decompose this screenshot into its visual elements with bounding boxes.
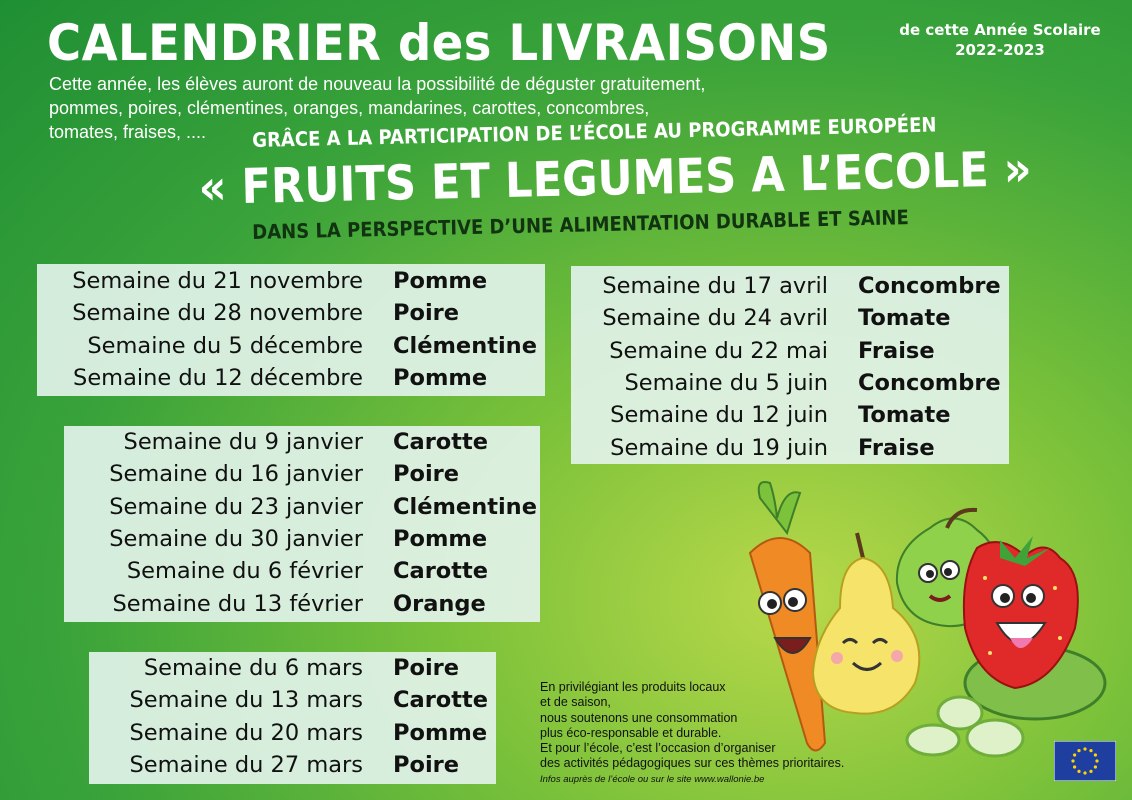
eu-star-icon <box>1094 753 1097 756</box>
week-label: Semaine du 6 mars <box>143 655 363 682</box>
fruit-label: Fraise <box>858 337 935 364</box>
week-label: Semaine du 20 mars <box>129 719 363 746</box>
eu-star-icon <box>1094 765 1097 768</box>
fruit-label: Concombre <box>858 273 1001 300</box>
note-source: Infos auprès de l’école ou sur le site www.wallonie.be <box>540 773 765 785</box>
schedule-row <box>571 399 1009 431</box>
intro-line: pommes, poires, clémentines, oranges, mandarines, carottes, concombres, <box>49 98 650 118</box>
eu-star-icon <box>1071 759 1074 762</box>
note-line: des activités pédagogiques sur ces thèmes prioritaires. <box>540 756 845 771</box>
note-line: Et pour l’école, c’est l’occasion d’organiser <box>540 741 776 756</box>
week-label: Semaine du 19 juin <box>610 434 828 461</box>
week-label: Semaine du 22 mai <box>609 337 828 364</box>
fruit-label: Poire <box>393 300 460 327</box>
note-line: et de saison, <box>540 695 611 710</box>
fruit-label: Clémentine <box>393 493 537 520</box>
programme-grace: GRÂCE A LA PARTICIPATION DE L’ÉCOLE AU PROGRAMME EUROPÉEN <box>252 112 937 152</box>
week-label: Semaine du 27 mars <box>129 752 363 779</box>
fruit-label: Tomate <box>858 402 951 429</box>
eu-star-icon <box>1089 770 1092 773</box>
programme-perspective: DANS LA PERSPECTIVE D’UNE ALIMENTATION DURABLE ET SAINE <box>252 205 910 244</box>
fruit-label: Poire <box>393 461 460 488</box>
schedule-row <box>89 749 496 781</box>
schedule-row <box>64 458 540 490</box>
fruit-label: Clémentine <box>393 332 537 359</box>
week-label: Semaine du 17 avril <box>602 273 828 300</box>
schedule-row <box>571 367 1009 399</box>
fruit-label: Tomate <box>858 305 951 332</box>
week-label: Semaine du 24 avril <box>602 305 828 332</box>
schedule-row <box>64 555 540 587</box>
schedule-row <box>89 684 496 716</box>
eu-star-icon <box>1077 770 1080 773</box>
week-label: Semaine du 12 juin <box>610 402 828 429</box>
schedule-row <box>571 431 1009 463</box>
schedule-row <box>64 426 540 458</box>
schedule-row <box>571 270 1009 302</box>
schedule-block-march <box>89 652 496 784</box>
schedule-block-january-february <box>64 426 540 622</box>
schedule-row <box>571 302 1009 334</box>
eu-flag-icon <box>1054 741 1116 781</box>
eu-star-icon <box>1083 747 1086 750</box>
fruit-label: Fraise <box>858 434 935 461</box>
page-title: CALENDRIER des LIVRAISONS <box>47 14 831 72</box>
week-label: Semaine du 30 janvier <box>109 526 363 553</box>
week-label: Semaine du 9 janvier <box>123 429 363 456</box>
fruit-label: Pomme <box>393 268 488 295</box>
fruit-label: Carotte <box>393 429 489 456</box>
fruit-label: Pomme <box>393 719 488 746</box>
intro-line: Cette année, les élèves auront de nouveau la possibilité de déguster gratuitement, <box>49 74 706 94</box>
school-year-value: 2022-2023 <box>955 41 1045 59</box>
week-label: Semaine du 23 janvier <box>109 493 363 520</box>
week-label: Semaine du 5 décembre <box>87 332 363 359</box>
intro-line: tomates, fraises, .... <box>49 122 207 142</box>
week-label: Semaine du 28 novembre <box>72 300 363 327</box>
schedule-block-november-december <box>37 264 545 396</box>
week-label: Semaine du 13 février <box>112 590 363 617</box>
eu-star-icon <box>1073 753 1076 756</box>
eu-star-icon <box>1083 771 1086 774</box>
schedule-row <box>37 330 545 362</box>
schedule-row <box>64 491 540 523</box>
fruit-label: Concombre <box>858 370 1001 397</box>
week-label: Semaine du 21 novembre <box>72 268 363 295</box>
eu-star-icon <box>1095 759 1098 762</box>
eu-star-icon <box>1077 749 1080 752</box>
schedule-block-april-june <box>571 266 1009 464</box>
schedule-row <box>37 362 545 394</box>
fruit-label: Poire <box>393 655 460 682</box>
school-year-label: de cette Année Scolaire <box>899 21 1101 39</box>
week-label: Semaine du 5 juin <box>624 370 828 397</box>
schedule-row <box>89 717 496 749</box>
note-line: plus éco-responsable et durable. <box>540 725 722 740</box>
info-note <box>540 680 900 787</box>
week-label: Semaine du 13 mars <box>129 687 363 714</box>
note-line: En privilégiant les produits locaux <box>540 680 726 694</box>
fruit-label: Pomme <box>393 526 488 553</box>
programme-name: « FRUITS ET LEGUMES A L’ECOLE » <box>198 141 1033 216</box>
fruit-label: Carotte <box>393 558 489 585</box>
fruit-label: Orange <box>393 590 486 617</box>
schedule-row <box>64 587 540 619</box>
eu-star-icon <box>1089 749 1092 752</box>
schedule-row <box>571 335 1009 367</box>
schedule-row <box>89 652 496 684</box>
schedule-row <box>37 265 545 297</box>
schedule-row <box>37 297 545 329</box>
eu-star-icon <box>1073 765 1076 768</box>
week-label: Semaine du 16 janvier <box>109 461 363 488</box>
schedule-row <box>64 523 540 555</box>
school-year <box>890 20 1110 60</box>
fruit-label: Poire <box>393 752 460 779</box>
fruit-label: Pomme <box>393 365 488 392</box>
note-line: nous soutenons une consommation <box>540 710 738 725</box>
week-label: Semaine du 12 décembre <box>73 365 363 392</box>
fruit-label: Carotte <box>393 687 489 714</box>
week-label: Semaine du 6 février <box>126 558 363 585</box>
